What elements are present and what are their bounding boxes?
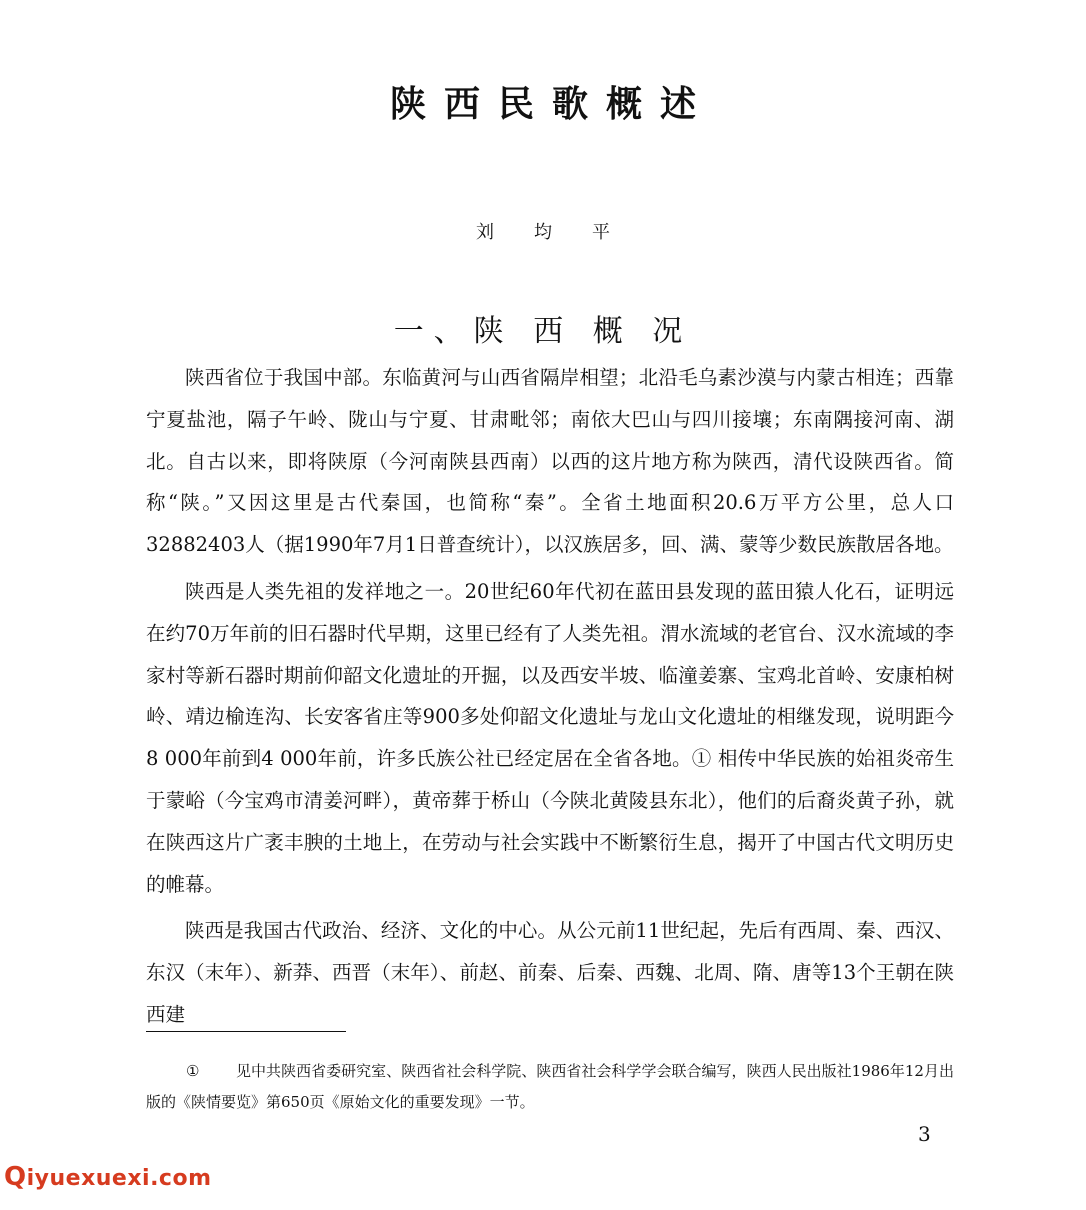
site-watermark — [4, 1162, 212, 1192]
watermark-logo-letter: Q — [4, 1162, 27, 1192]
footnote-text: 见中共陕西省委研究室、陕西省社会科学院、陕西省社会科学学会联合编写，陕西人民出版社1986年12月出版的《陕情要览》第650页《原始文化的重要发现》一节。 — [146, 1062, 954, 1111]
section-heading: 一、陕 西 概 况 — [393, 314, 693, 349]
author-name: 刘均平 — [476, 222, 650, 243]
paragraph-ancestors: 陕西是人类先祖的发祥地之一。20世纪60年代初在蓝田县发现的蓝田猿人化石，证明远在约70万年前的旧石器时代早期，这里已经有了人类先祖。渭水流域的老官台、汉水流域的李家村等新石器时期前仰韶文化遗址的开掘，以及西安半坡、临潼姜寨、宝鸡北首岭、安康柏树岭、靖边榆连沟、长安客省庄等900多处仰韶文化遗址与龙山文化遗址的相继发现，说明距今8 000年前到4 000年前，许多氏族公社已经定居在全省各地。① 相传中华民族的始祖炎帝生于蒙峪（今宝鸡市清姜河畔），黄帝葬于桥山（今陕北黄陵县东北），他们的后裔炎黄子孙，就在陕西这片广袤丰腴的土地上，在劳动与社会实践中不断繁衍生息，揭开了中国古代文明历史的帷幕。 — [146, 579, 954, 896]
watermark-text: iyuexuexi.com — [26, 1166, 212, 1191]
paragraph-dynasties: 陕西是我国古代政治、经济、文化的中心。从公元前11世纪起，先后有西周、秦、西汉、东汉（末年）、新莽、西晋（末年）、前赵、前秦、后秦、西魏、北周、隋、唐等13个王朝在陕西建 — [146, 919, 954, 1026]
footnote — [146, 1056, 954, 1118]
paragraph-overview: 陕西省位于我国中部。东临黄河与山西省隔岸相望；北沿毛乌素沙漠与内蒙古相连；西靠宁夏盐池，隔子午岭、陇山与宁夏、甘肃毗邻；南依大巴山与四川接壤；东南隅接河南、湖北。自古以来，即将陕原（今河南陕县西南）以西的这片地方称为陕西，清代设陕西省。简称“陕。”又因这里是古代秦国，也简称“秦”。全省土地面积20.6万平方公里，总人口32882403人（据1990年7月1日普查统计），以汉族居多，回、满、蒙等少数民族散居各地。 — [146, 366, 954, 557]
page-number: 3 — [918, 1122, 931, 1146]
footnote-marker: ① — [186, 1062, 200, 1080]
body-text — [146, 357, 954, 1041]
footnote-divider — [146, 1031, 346, 1032]
page-title: 陕西民歌概述 — [389, 83, 714, 125]
